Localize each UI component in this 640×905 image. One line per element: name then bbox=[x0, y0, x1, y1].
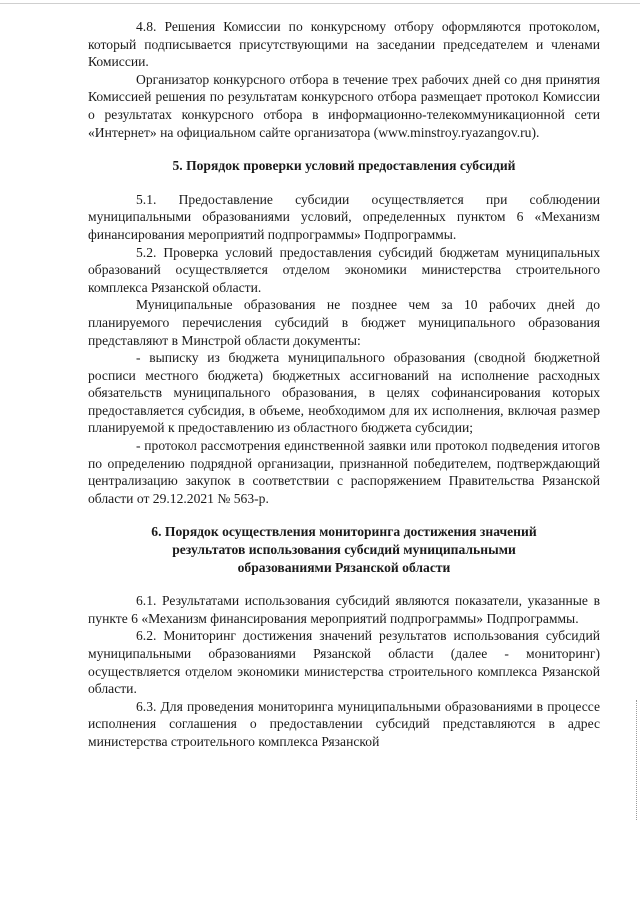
document-page bbox=[88, 18, 600, 751]
paragraph-organizer: Организатор конкурсного отбора в течение трех рабочих дней со дня принятия Комиссией решения по результатам конкурсного отбора размещает протокол Комиссии о результатах конкурсного отбора в информационно-телекоммуникационной сети «Интернет» на официальном сайте организатора (www.minstroy.ryazangov.ru). bbox=[88, 71, 600, 140]
paragraph-6-3: 6.3. Для проведения мониторинга муниципальными образованиями в процессе исполнения соглашения о предоставлении субсидий представляются в адрес министерства строительного комплекса Рязанской bbox=[88, 698, 600, 749]
paragraph-4-8: 4.8. Решения Комиссии по конкурсному отбору оформляются протоколом, который подписывается присутствующими на заседании председателем и членами Комиссии. bbox=[88, 19, 600, 70]
paragraph-6-1: 6.1. Результатами использования субсидий являются показатели, указанные в пункте 6 «Механизм финансирования мероприятий подпрограммы» Подпрограммы. bbox=[88, 593, 600, 626]
paragraph-5-2: 5.2. Проверка условий предоставления субсидий бюджетам муниципальных образований осуществляется отделом экономики министерства строительного комплекса Рязанской области. bbox=[88, 244, 600, 295]
list-item-budget-extract: - выписку из бюджета муниципального образования (сводной бюджетной росписи местного бюджета) бюджетных ассигнований на исполнение расходных обязательств муниципального образования, в целях софинансирования которых предоставляется субсидия, в объеме, необходимом для их исполнения, включая размер планируемой к предоставлению из областного бюджета субсидии; bbox=[88, 350, 600, 436]
paragraph-6-2: 6.2. Мониторинг достижения значений результатов использования субсидий муниципальными образованиями Рязанской области (далее - мониторинг) осуществляется отделом экономики министерства строительного комплекса Рязанской области. bbox=[88, 628, 600, 697]
section-5-heading: 5. Порядок проверки условий предоставления субсидий bbox=[172, 158, 516, 174]
section-6-heading-line-1: 6. Порядок осуществления мониторинга достижения значений bbox=[151, 524, 537, 540]
paragraph-5-1: 5.1. Предоставление субсидии осуществляется при соблюдении муниципальными образованиями условий, определенных пунктом 6 «Механизм финансирования мероприятий подпрограммы» Подпрограммы. bbox=[88, 191, 600, 242]
scan-edge-right bbox=[636, 700, 638, 820]
section-6-heading-line-2: результатов использования субсидий муниципальными bbox=[172, 542, 516, 558]
section-6-heading-line-3: образованиями Рязанской области bbox=[237, 559, 451, 575]
list-item-protocol: - протокол рассмотрения единственной заявки или протокол подведения итогов по определению подрядной организации, признанной победителем, подтверждающий централизацию закупок в соответствии с распоряжением Правительства Рязанской области от 29.12.2021 № 563-р. bbox=[88, 438, 600, 506]
paragraph-municipal-documents: Муниципальные образования не позднее чем за 10 рабочих дней до планируемого перечисления субсидий в бюджет муниципального образования представляют в Минстрой области документы: bbox=[88, 297, 600, 348]
scan-edge-top bbox=[0, 3, 640, 4]
